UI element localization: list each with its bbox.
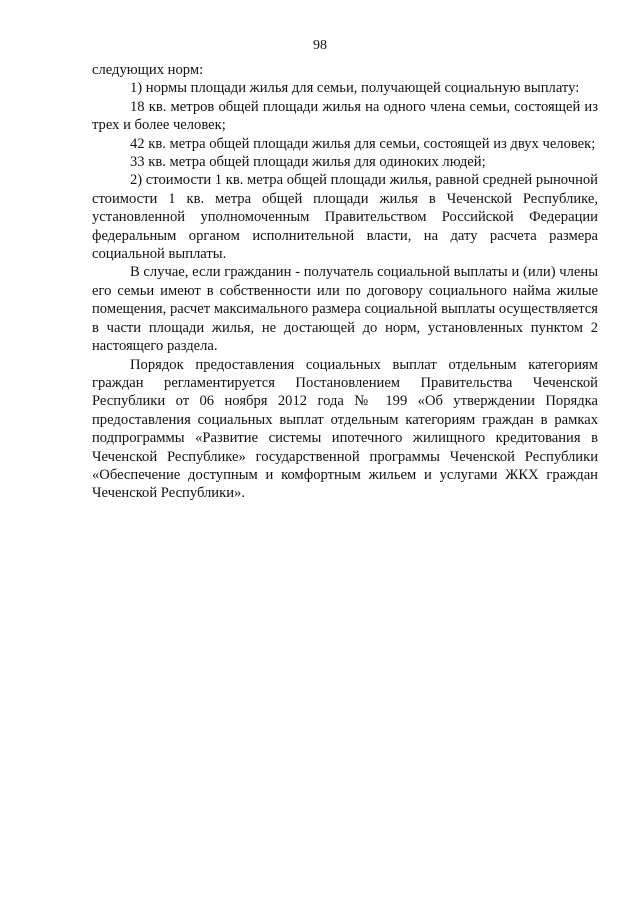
paragraph-procedure: Порядок предоставления социальных выплат отдельным категориям граждан регламентируется Постановлением Правительства Чеченской Республики от 06 ноября 2012 года № 199 «Об утверждении Порядка предоставления социальных выплат отдельным категориям граждан в рамках подпрограммы «Развитие системы ипотечного жилищного кредитования в Чеченской Республике» государственной программы Чеченской Республики «Обеспечение доступным и комфортным жильем и услугами ЖКХ граждан Чеченской Республики». — [92, 356, 598, 502]
paragraph-norm-single: 33 кв. метра общей площади жилья для одиноких людей; — [130, 154, 486, 171]
body-text — [92, 61, 598, 503]
paragraph-ownership-case: В случае, если гражданин - получатель социальной выплаты и (или) члены его семьи имеют в собственности или по договору социального найма жилые помещения, расчет максимального размера социальной выплаты осуществляется в части площади жилья, не достающей до норм, установленных пунктом 2 настоящего раздела. — [92, 264, 598, 355]
paragraph-cost: 2) стоимости 1 кв. метра общей площади жилья, равной средней рыночной стоимости 1 кв. метра общей площади жилья в Чеченской Республике, установленной уполномоченным Правительством Российской Федерации федеральным органом исполнительной власти, на дату расчета размера социальной выплаты. — [92, 172, 598, 263]
paragraph-norms-area: 1) нормы площади жилья для семьи, получающей социальную выплату: — [130, 80, 580, 97]
paragraph-continuation: следующих норм: — [92, 62, 204, 78]
page-number: 98 — [313, 38, 327, 53]
paragraph-norm-three-plus: 18 кв. метров общей площади жилья на одного члена семьи, состоящей из трех и более человек; — [92, 98, 598, 134]
paragraph-norm-two: 42 кв. метра общей площади жилья для семьи, состоящей из двух человек; — [130, 135, 596, 152]
